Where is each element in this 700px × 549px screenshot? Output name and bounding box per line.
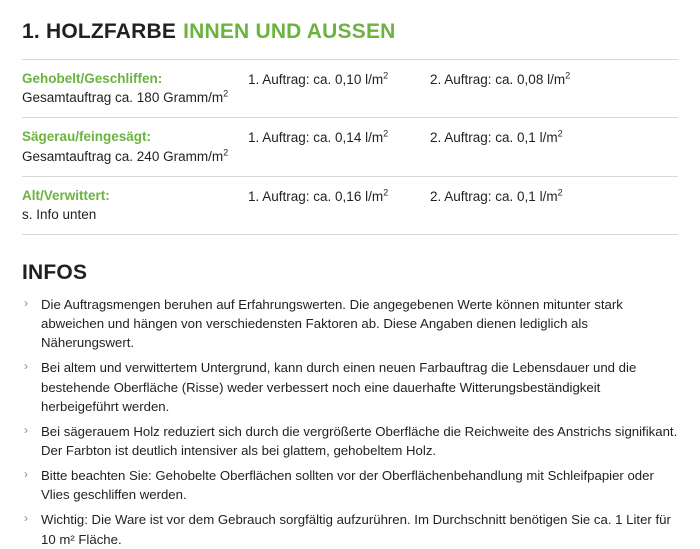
unit-superscript: 2 [557,187,563,198]
total-application-text: s. Info unten [22,206,97,222]
second-coat-cell [430,60,678,118]
row-label-cell [22,118,248,176]
consumption-table-body [22,60,678,234]
list-item-text: Bitte beachten Sie: Gehobelte Oberflächen sollten vor der Oberflächenbehandlung mit Schleifpapier oder Vlies geschliffen werden. [41,468,654,503]
list-item-text: Bei sägerauem Holz reduziert sich durch die vergrößerte Oberfläche die Reichweite des Anstrichs signifikant. Der Farbton ist deutlich intensiver als bei glattem, gehobeltem Holz. [41,423,678,459]
unit-superscript: 2 [383,70,389,81]
second-coat-text: 2. Auftrag: ca. 0,1 l/m [430,188,558,204]
first-coat-text: 1. Auftrag: ca. 0,10 l/m [248,72,384,88]
consumption-table [22,59,678,234]
unit-superscript: 2 [383,128,389,139]
first-coat-label [248,127,430,147]
first-coat-label [248,69,430,89]
total-application-label [22,147,240,166]
row-label-cell [22,60,248,118]
surface-type-label: Sägerau/feingesägt: [22,129,152,145]
first-coat-text: 1. Auftrag: ca. 0,14 l/m [248,130,384,146]
first-coat-cell [248,176,430,234]
list-item [22,422,678,460]
second-coat-label [430,69,678,89]
total-application-label [22,205,240,224]
chevron-right-icon: › [24,467,28,482]
infos-heading: INFOS [22,261,88,285]
first-coat-cell [248,60,430,118]
total-application-text: Gesamtauftrag ca. 240 Gramm/m [22,148,224,164]
surface-type-label: Gehobelt/Geschliffen: [22,71,163,87]
total-application-text: Gesamtauftrag ca. 180 Gramm/m [22,90,224,106]
table-bottom-divider [22,234,678,235]
chevron-right-icon: › [24,359,28,374]
unit-superscript: 2 [557,128,563,139]
list-item [22,295,678,352]
unit-superscript: 2 [383,187,389,198]
second-coat-cell [430,118,678,176]
first-coat-text: 1. Auftrag: ca. 0,16 l/m [248,188,384,204]
chevron-right-icon: › [24,296,28,311]
second-coat-text: 2. Auftrag: ca. 0,1 l/m [430,130,558,146]
page-title-highlight: INNEN UND AUSSEN [183,20,396,43]
second-coat-label [430,186,678,206]
list-item-text: Die Auftragsmengen beruhen auf Erfahrungswerten. Die angegebenen Werte können mitunter stark abweichen und hängen von verschiedensten Faktoren ab. Diese Angaben dienen lediglich als Näherungswert. [41,297,623,351]
total-application-label [22,88,240,107]
table-row [22,118,678,176]
first-coat-label [248,186,430,206]
second-coat-label [430,127,678,147]
table-row [22,60,678,118]
list-item [22,466,678,504]
list-item-text: Wichtig: Die Ware ist vor dem Gebrauch sorgfältig aufzurühren. Im Durchschnitt benötigen Sie ca. 1 Liter für 10 m² Fläche. [41,512,671,547]
unit-superscript: 2 [565,70,571,81]
second-coat-text: 2. Auftrag: ca. 0,08 l/m [430,72,566,88]
infos-list [22,295,678,549]
unit-superscript: 2 [223,88,229,99]
unit-superscript: 2 [223,147,229,158]
page-title [22,20,678,43]
first-coat-cell [248,118,430,176]
page-title-number: 1. HOLZFARBE [22,20,177,43]
list-item-text: Bei altem und verwittertem Untergrund, kann durch einen neuen Farbauftrag die Lebensdauer und die bestehende Oberfläche (Risse) weder verbessert noch eine dauerhafte Witterungsbeständigkeit herbeigeführt werden. [41,360,637,414]
table-row [22,176,678,234]
list-item [22,358,678,415]
chevron-right-icon: › [24,511,28,526]
chevron-right-icon: › [24,422,28,437]
list-item [22,510,678,548]
row-label-cell [22,176,248,234]
second-coat-cell [430,176,678,234]
surface-type-label: Alt/Verwittert: [22,187,110,203]
